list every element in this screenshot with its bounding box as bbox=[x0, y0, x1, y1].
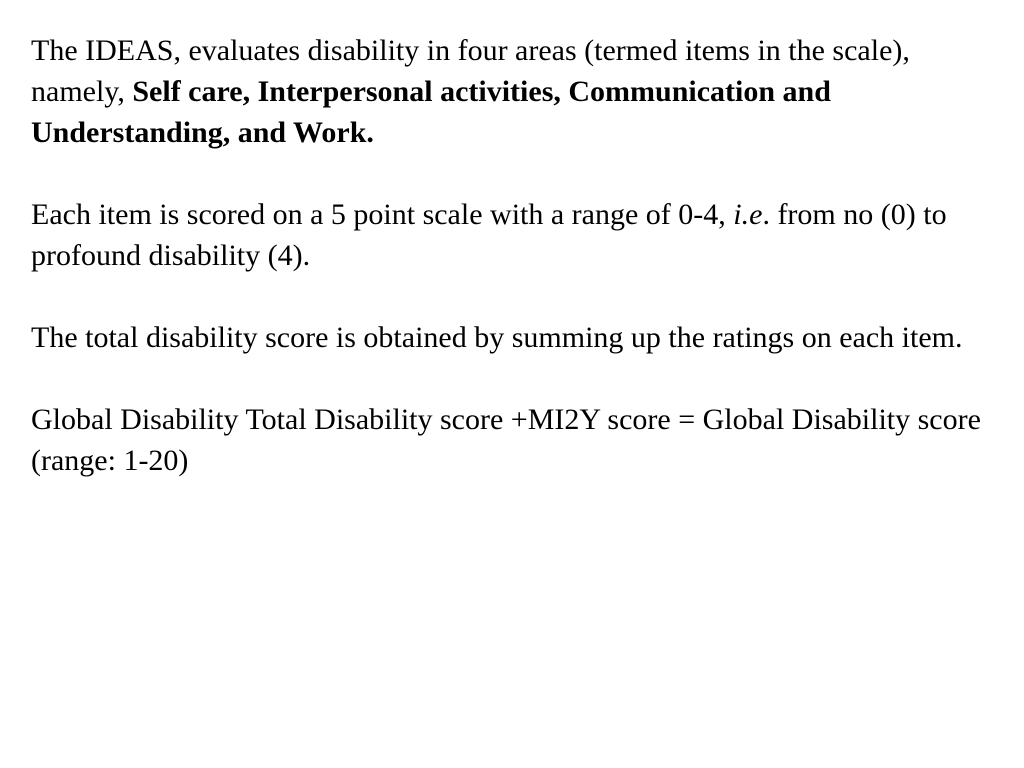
scoring-text-end: . from no (0) to profound disability (4). bbox=[31, 198, 947, 272]
areas-list-text: Self care, Interpersonal activities, Communication and Understanding, and Work. bbox=[31, 75, 831, 149]
paragraph-global-score bbox=[31, 399, 991, 481]
paragraph-areas bbox=[31, 30, 991, 153]
global-score-text: Global Disability Total Disability score +MI2Y score = Global Disability score (range: 1-20) bbox=[31, 403, 981, 477]
scoring-ie-text: i.e bbox=[733, 198, 763, 231]
slide-body bbox=[31, 30, 991, 522]
paragraph-scoring bbox=[31, 194, 991, 276]
paragraph-total-score bbox=[31, 317, 991, 358]
scoring-text-start: Each item is scored on a 5 point scale with a range of 0-4, bbox=[31, 198, 734, 231]
areas-intro-text: The IDEAS, evaluates disability in four areas (termed items in the scale), namely, bbox=[31, 34, 910, 108]
total-score-text: The total disability score is obtained by summing up the ratings on each item. bbox=[31, 321, 963, 354]
